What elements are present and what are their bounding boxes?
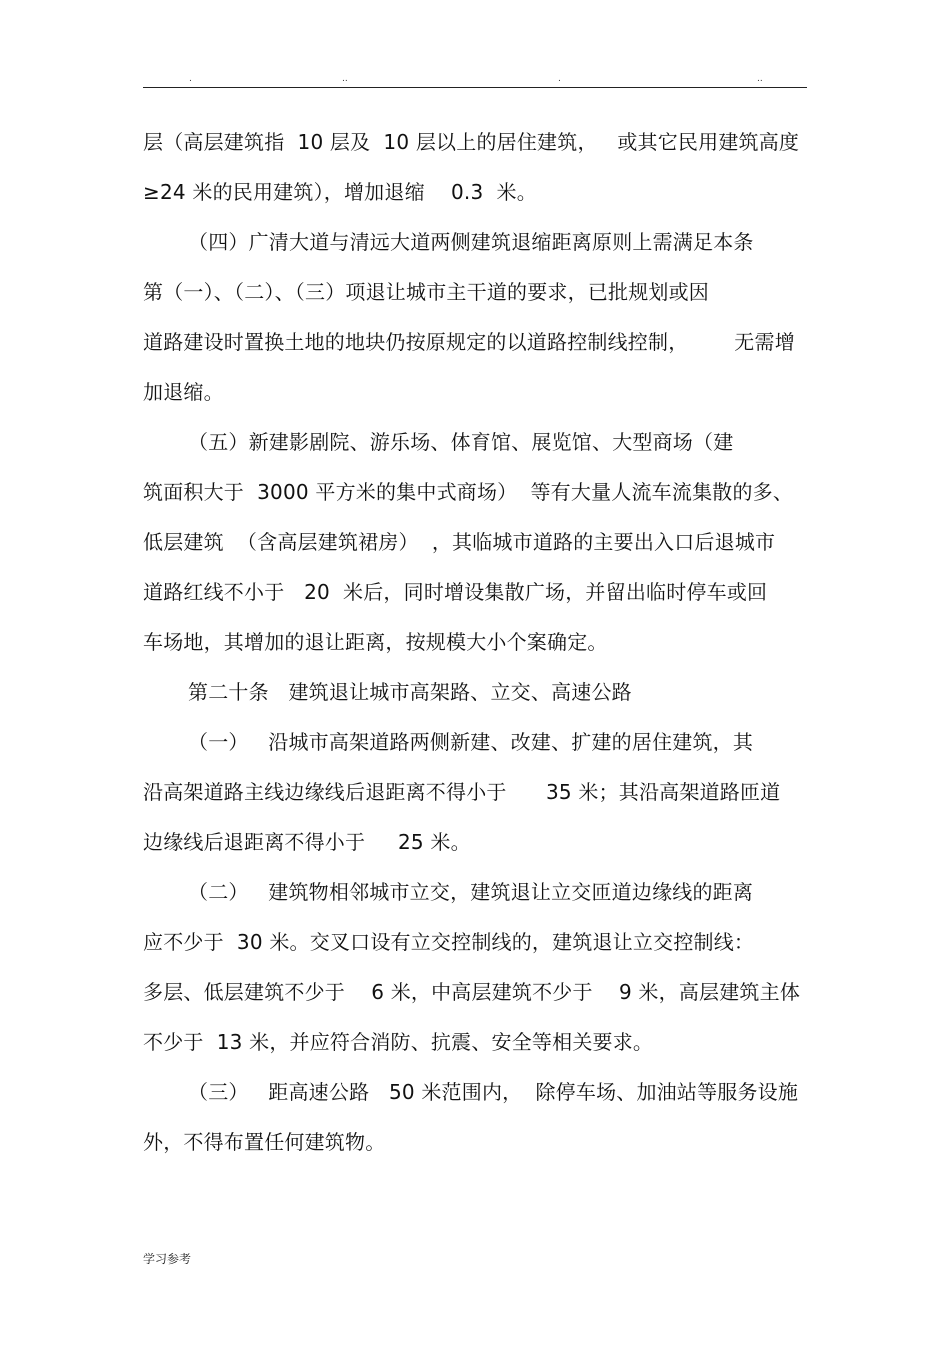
paragraph-four-start: （四）广清大道与清远大道两侧建筑退缩距离原则上需满足本条 (188, 230, 754, 254)
text-line: 应不少于 30 米。交叉口设有立交控制线的，建筑退让立交控制线： (143, 930, 755, 954)
text-line: 不少于 13 米，并应符合消防、抗震、安全等相关要求。 (143, 1030, 654, 1054)
text-line: 沿高架道路主线边缘线后退距离不得小于 35 米；其沿高架道路匝道 (143, 780, 781, 804)
text-line: 第（一）、（二）、（三）项退让城市主干道的要求，已批规划或因 (143, 280, 709, 304)
header-marks (143, 74, 807, 86)
text-line: 道路建设时置换土地的地块仍按原规定的以道路控制线控制， 无需增 (143, 330, 795, 354)
paragraph-five-start: （五）新建影剧院、游乐场、体育馆、展览馆、大型商场（建 (188, 430, 734, 454)
header-mark: .. (342, 74, 348, 84)
footer-label: 学习参考 (143, 1252, 192, 1266)
text-line: ≥24 米的民用建筑），增加退缩 0.3 米。 (143, 180, 537, 204)
text-line: 低层建筑 （含高层建筑裙房） ，其临城市道路的主要出入口后退城市 (143, 530, 776, 554)
text-line: 边缘线后退距离不得小于 25 米。 (143, 830, 471, 854)
header-mark: .. (757, 74, 763, 84)
header-mark: . (189, 74, 192, 84)
clause-two-start: （二） 建筑物相邻城市立交，建筑退让立交匝道边缘线的距离 (188, 880, 754, 904)
text-line: 外，不得布置任何建筑物。 (143, 1130, 386, 1154)
header-mark: . (558, 74, 561, 84)
clause-one-start: （一） 沿城市高架道路两侧新建、改建、扩建的居住建筑，其 (188, 730, 754, 754)
text-line: 道路红线不小于 20 米后，同时增设集散广场，并留出临时停车或回 (143, 580, 768, 604)
clause-three-start: （三） 距高速公路 50 米范围内， 除停车场、加油站等服务设施 (188, 1080, 799, 1104)
text-line: 筑面积大于 3000 平方米的集中式商场） 等有大量人流车流集散的多、 (143, 480, 794, 504)
header-rule (143, 87, 807, 88)
text-line: 车场地，其增加的退让距离，按规模大小个案确定。 (143, 630, 608, 654)
text-line: 层（高层建筑指 10 层及 10 层以上的居住建筑， 或其它民用建筑高度 (143, 130, 800, 154)
text-line: 多层、低层建筑不少于 6 米，中高层建筑不少于 9 米，高层建筑主体 (143, 980, 801, 1004)
article-twenty-heading: 第二十条 建筑退让城市高架路、立交、高速公路 (188, 680, 632, 704)
text-line: 加退缩。 (143, 380, 224, 404)
